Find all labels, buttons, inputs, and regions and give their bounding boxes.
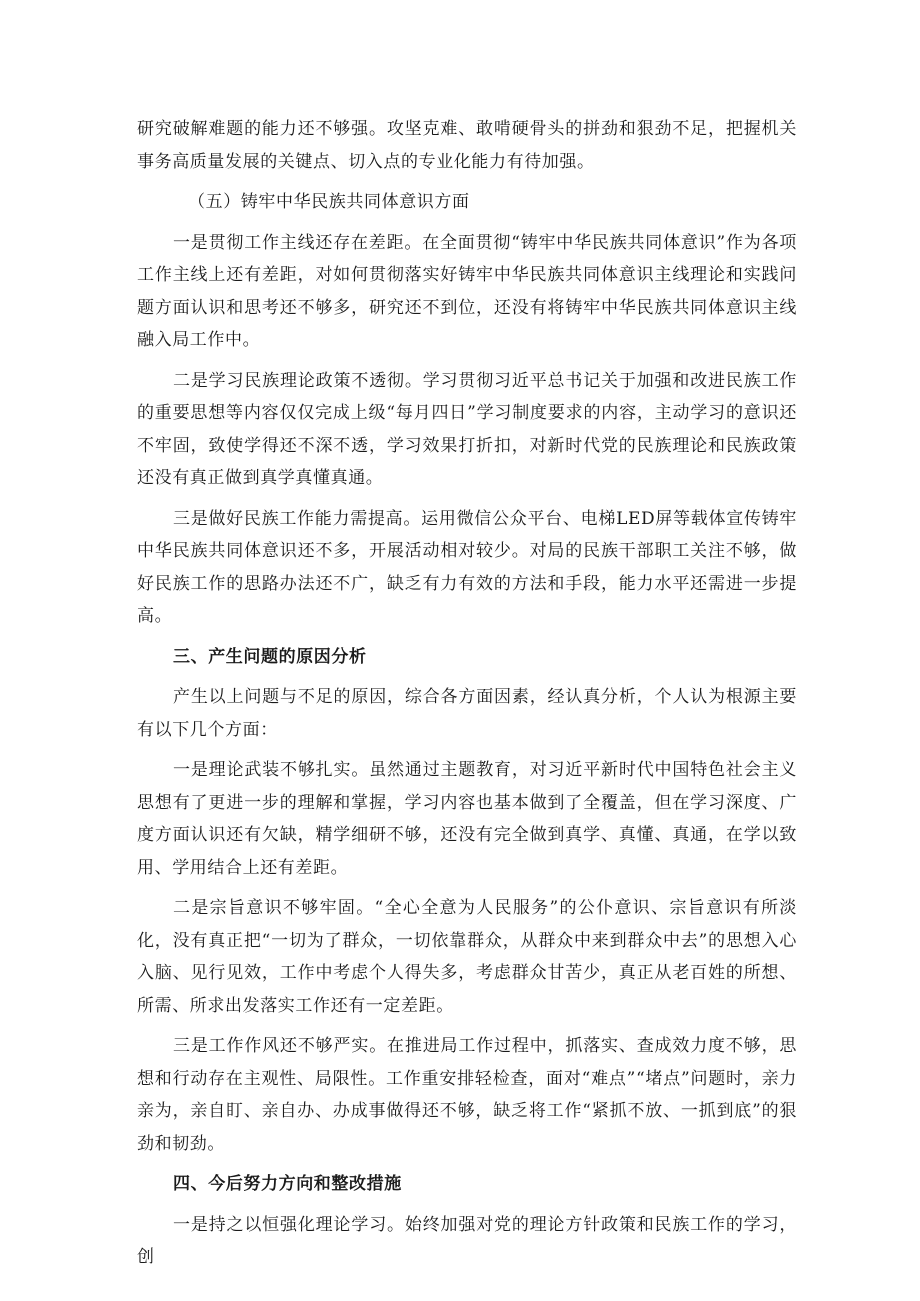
paragraph: 三是工作作风还不够严实。在推进局工作过程中，抓落实、查成效力度不够，思想和行动存在主观性、局限性。工作重安排轻检查，面对“难点”“堵点”问题时，亲力亲为，亲自盯、亲自办、办成事做得还不够，缺乏将工作“紧抓不放、一抓到底”的狠劲和韧劲。	[137, 1036, 797, 1154]
paragraph: 一是贯彻工作主线还存在差距。在全面贯彻“铸牢中华民族共同体意识”作为各项工作主线上还有差距，对如何贯彻落实好铸牢中华民族共同体意识主线理论和实践问题方面认识和思考还不够多，研究还不到位，还没有将铸牢中华民族共同体意识主线融入局工作中。	[137, 232, 797, 350]
paragraph-continuation: 研究破解难题的能力还不够强。攻坚克难、敢啃硬骨头的拼劲和狠劲不足，把握机关事务高质量发展的关键点、切入点的专业化能力有待加强。	[137, 119, 797, 172]
paragraph: 一是理论武装不够扎实。虽然通过主题教育，对习近平新时代中国特色社会主义思想有了更进一步的理解和掌握，学习内容也基本做到了全覆盖，但在学习深度、广度方面认识还有欠缺，精学细研不够，还没有完全做到真学、真懂、真通，在学以致用、学用结合上还有差距。	[137, 760, 797, 878]
paragraph: 一是持之以恒强化理论学习。始终加强对党的理论方针政策和民族工作的学习，创	[137, 1214, 797, 1267]
section-heading: 三、产生问题的原因分析	[173, 646, 367, 667]
section-subheading: （五）铸牢中华民族共同体意识方面	[188, 192, 470, 212]
document-body	[137, 113, 797, 1274]
paragraph: 产生以上问题与不足的原因，综合各方面因素，经认真分析，个人认为根源主要有以下几个方面：	[137, 687, 797, 740]
paragraph: 二是学习民族理论政策不透彻。学习贯彻习近平总书记关于加强和改进民族工作的重要思想等内容仅仅完成上级“每月四日”学习制度要求的内容，主动学习的意识还不牢固，致使学得还不深不透，学习效果打折扣，对新时代党的民族理论和民族政策还没有真正做到真学真懂真通。	[137, 370, 797, 488]
paragraph: 三是做好民族工作能力需提高。运用微信公众平台、电梯LED屏等载体宣传铸牢中华民族共同体意识还不多，开展活动相对较少。对局的民族干部职工关注不够，做好民族工作的思路办法还不广，缺乏有力有效的方法和手段，能力水平还需进一步提高。	[137, 508, 797, 626]
paragraph: 二是宗旨意识不够牢固。“全心全意为人民服务”的公仆意识、宗旨意识有所淡化，没有真正把“一切为了群众，一切依靠群众，从群众中来到群众中去”的思想入心入脑、见行见效，工作中考虑个人得失多，考虑群众甘苦少，真正从老百姓的所想、所需、所求出发落实工作还有一定差距。	[137, 898, 797, 1016]
section-heading: 四、今后努力方向和整改措施	[173, 1174, 402, 1194]
